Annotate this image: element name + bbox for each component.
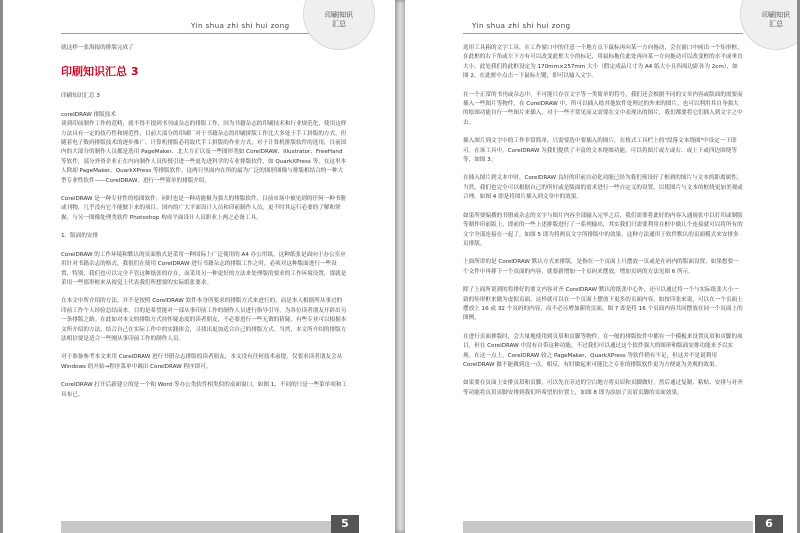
paragraph: 上面所讲的是 CoreIDRAW 默认方式来排版，是指在一个页面上只摆放一页或是在码内的版面设置，如果想要一个文件中再排下一个页面的内容，就要新增加一个页码来摆放，增加页码的方法见图 6 所示。: [463, 259, 739, 275]
page-number: 6: [755, 515, 783, 533]
paragraph: 选用工具箱的文字工具，在工作窗口中的任意一个地方点下鼠标再向某一方向拖动，会在窗口中画出一个矩形框，在此框的右下角或左下方有可以改变此框大小的标记，用鼠标拖住此处再向某一方向拖动可以改变框的水平或垂直大小。此处我们将此框设定为 170mm×257mm 大小（假定成品尺寸为 A4 纸大小且四周边距各为 2cm），如图 2。在此框中点击一下鼠标左键，即可以输入文字。: [463, 45, 743, 80]
section-tab-label: 印刷知识 汇总: [325, 11, 353, 28]
right-page: [405, 0, 797, 533]
book-spine: [395, 0, 405, 533]
right-content: [463, 44, 743, 407]
paragraph: 除了上面所说到的将排好的要文内容对齐 CoreIDRAW 默认的纸张中心外，还可以通过将一个与实际纸张大小一致的矩形框来做为虚拟页面，这样就可以在一个页面上摆放下更多的页面内容，如按印张来说，可以在一个页面上摆放上 16 或 32 个页码的内容，而不必另增加新的页面，图 7 即是将 16 个页面内容共同摆放在同一个页面上的图例。: [463, 287, 743, 322]
paragraph: 对于准备参考本文来用 CorelDRAW 进行书册杂志排版的读者朋友，本文没有任何技术前提，仅要求读者朋友会从 Windows 的开始→程序菜单中调出 CorelDRAW 程序即可。: [61, 354, 343, 370]
paragraph: 在进行页面排版时，会大量地使用到页眉和页脚等物件，在一般的排版软件中都有一个模板来设置页眉和页脚的项目，但在 CorelDRAW 中没有自带这种功能，不过我们可以通过这个软件强大的图形和版面安排功能来予以实现。在这一点上，CorelDRAW 较之 PageMaker、QuarkXPress 等软件稍有不足，但这并不是说利用 CorelDRAW 做不能做到这一点，相反，有时做起来可能比之专业的排版软件更为方便更为美观的效果。: [463, 333, 743, 368]
header-rule: [61, 33, 341, 34]
left-content: [61, 44, 347, 409]
running-head: Yin shua zhi shi hui zong: [191, 22, 290, 30]
section-tab-label: 印刷知识 汇总: [762, 11, 790, 28]
paragraph: 如果要在页面上安排页眉和页脚，可以先在旁边的空白地方将页眉和页脚做好，然后通过复制、粘贴、安排与对齐等功能将页眉页脚安排到我们所希望的位置上，如图 8 即为添加了页眉页脚的页面效果。: [463, 380, 743, 396]
first-line: 就这样一张海报的排版完成了: [61, 45, 134, 51]
section-tab: [740, 0, 797, 50]
paragraph: CorelDRAW 的工作环境和默认的页面格式是采用一种国际上广泛使用的 A4 办公用纸，这种纸张是面向于办公室应用针对书籍杂志的格式，我很们在使用 CoreIDRAW 进行书籍杂志的排版工作之时，必须对这种版面进行一些设置，特别，我们也可以完全不管这种纸张的存在，而采用另一种更好的方法来处理版的要求的工作环境设置，那就是采用一些那形框来从视觉上代表我们所想要的实际纸张要求。: [61, 251, 347, 286]
paragraph: 在本文中所介绍的方法，并不是按照 CorelDRAW 软件本身所要求的排版方式来进行的，而是本人根据所从事过的印前工作个人经验总结而来，目的是希望能对一部从事印前工作的制作人员进行指导引导，为各位读者朋友开辟出另一条排版之路。在此如对本文的排版方式持怀疑态度的读者朋友，不必要进行一些无谓的猜疑，有些专业可以根据本文所介绍的方法，结合自己在实际工作中的实践体会，寻找出更加适合自己的排版方式。当然，本文所介绍的排版方法相信要是适合一些刚从事印前工作的制作人员。: [61, 298, 347, 342]
page-number: 5: [331, 515, 359, 533]
chapter-title: 印刷知识汇总 3: [61, 65, 139, 79]
running-head: Yin shua zhi shi hui zong: [472, 22, 571, 30]
paragraph: CorelDRAW 是一种专业性的绘图软件，同时也是一种功能极为强大的排版软件，目前市场中被见到的任何一种书册或刊物，几乎没有它不能做下来的项目。国内的广大平面设计人员和印前制作人员，更不时其运行必要的了解和掌握，与另一图像处理类软件 Photoshop 构成平面设计人员职业上两之必备工具。: [61, 196, 347, 221]
paragraph: 在一个正常的书刊或杂志中，不可能只存在文字等一类简单的符号，我们还会根据不同的文章内容或版面的需要而插入一些图片等物件，在 CorelDRAW 中，所可以插入绘其他软件处理过的外来的图片，也可以利用其自身强大的绘图功能自行一些图片来插入。对于一些不常见而又需要在文中表现出的图片，我们都要将它们插入到文字之中去。: [463, 91, 743, 126]
paragraph: 插入图片到文字中的工作非常简单，只需要选中要插入的图片，在格式工具栏上的"段落文本绕图"中设定一下即可。在该工具中，CoreIDRAW 为我们提供了丰富的文本绕图功能，可以将图片或左或右、或上下或四边围绕等等，如图 3。: [463, 138, 737, 164]
section-tab: [303, 0, 375, 50]
footer-bar: [463, 521, 753, 533]
paragraph: CoreIDRAW 打开后新建立的是一个和 Word 等办公类软件相类似的桌面窗口，如图 1，不同的只是一些菜单项和工具布已。: [61, 382, 348, 398]
section-heading: 1、版面的安排: [61, 233, 99, 240]
paragraph: 在插入图片到文本中时，CorelDRAW 良好的印前自动化功能已经为我们预设好了框到的图片与文本的距离属性，当然，我们也完全可以根据自己的所好或是版面的需求进行一些自定义的设置，以使图片与文本的框绕更加美观或合理。如图 4 即是将图片插入到文章中的效果。: [463, 175, 743, 201]
left-page: [3, 0, 395, 533]
footer-bar: [61, 521, 331, 533]
header-rule: [463, 33, 743, 34]
chapter-subtitle: 印刷知识汇总 3: [61, 93, 100, 100]
paragraph: 如果所要编撰的书册或杂志的文字与图片内容全部输入完毕之后，我们需要将此好的内容入通视张中以打印或制版等制作印前版上，即前的一些上述排版进行了一系列输出，其实我们只需要利用在框中做几个连接就可以将所有的文字全部连接在一起了。如图 5 即为将两页文字所排版中的效果。这种方法通用于软件默认的页面模式来安排多页排版。: [463, 212, 743, 247]
paragraph: coreIDRAW 排版技术 谈到印前制作工作的范畴，就不得不提到书刊或杂志的排版工作，因为书籍杂志的印刷技术和行业规范化，使用这样方法具有一定的技巧性和规范性，目前大部分的印刷厂对于书籍杂志的印刷拼版工作比大多处于手工拼版的方式，但随着电子数码排版技术的逐步推广，计算机排版必将取代手工拼版的作业方式，对于计算机排版软件的选用，目前国内的大部分的制作人员都是选用 PageMaker、北大方正以及一些图形类如 CorelDRAW、Illustrator、FreeHand 等软件，部分外资企业正在内向制作人员传授引进一些更先进科学的专业排版软件，如 QuarkXPress 等。在这里本人除却 PageMaker、QuarkXPress 等排版软件，这两日里面内在所的最为广泛的图形图像与排版相结合的一种大型专业性软件——CoreIDRAW，进行一些简单的排版介绍。: [61, 111, 347, 184]
